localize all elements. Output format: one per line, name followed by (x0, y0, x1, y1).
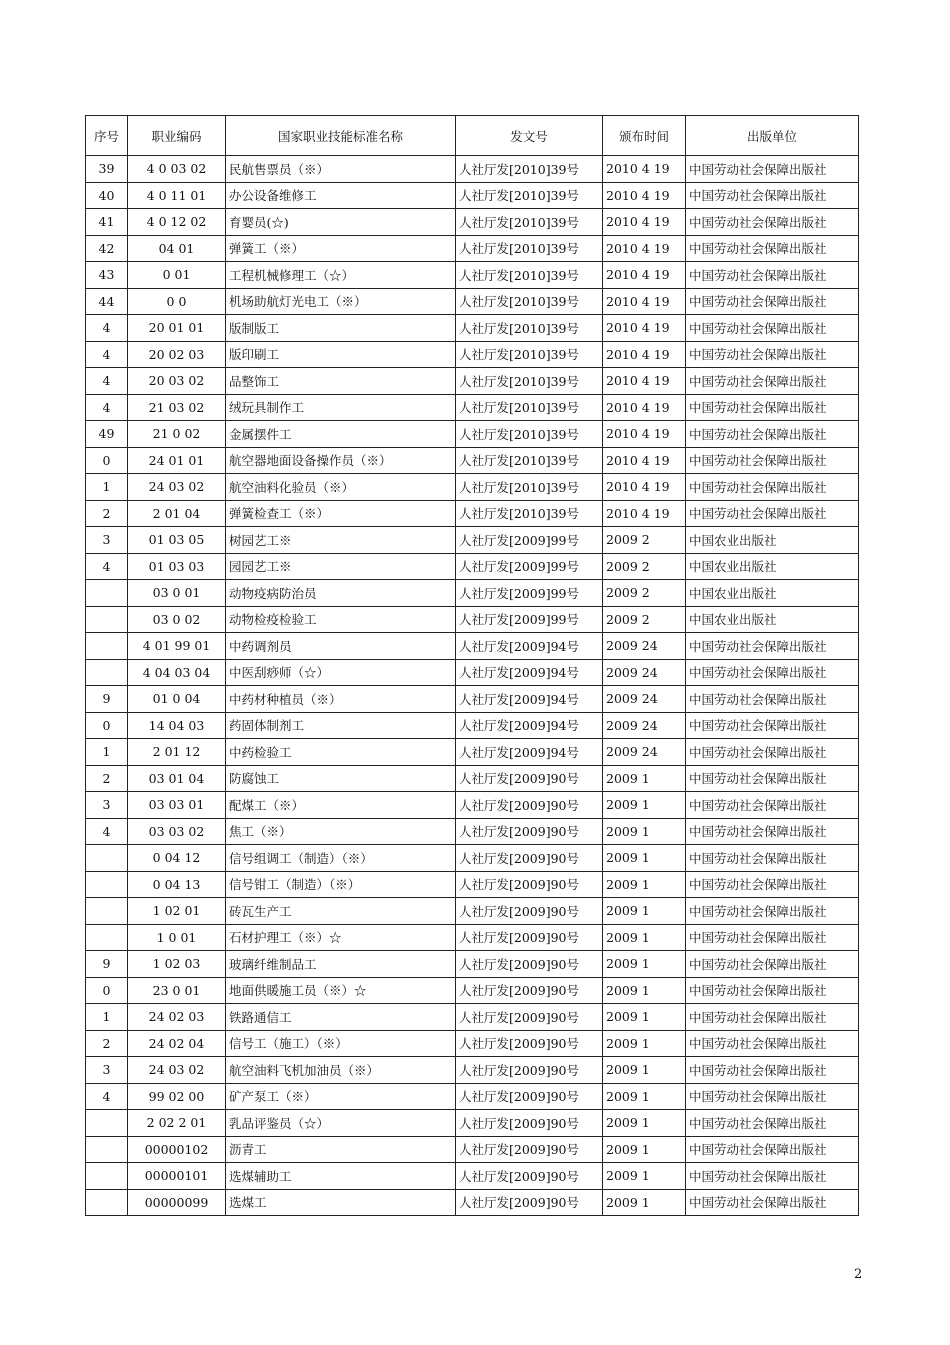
occupation-code-cell: 23 0 01 (128, 977, 226, 1004)
issue-date-cell: 2009 24 (603, 659, 686, 686)
table-row (86, 421, 859, 448)
table-row (86, 1136, 859, 1163)
document-number-cell: 人社厅发[2009]90号 (456, 1030, 603, 1057)
seq-cell (86, 1110, 128, 1137)
occupation-code-cell: 2 02 2 01 (128, 1110, 226, 1137)
table-row (86, 1030, 859, 1057)
publisher-cell: 中国劳动社会保障出版社 (686, 633, 859, 660)
publisher-cell: 中国劳动社会保障出版社 (686, 288, 859, 315)
occupation-code-cell: 24 03 02 (128, 474, 226, 501)
occupation-code-cell: 00000101 (128, 1163, 226, 1190)
occupation-code-cell: 03 03 02 (128, 818, 226, 845)
standard-name-cell: 民航售票员（※） (226, 156, 456, 183)
publisher-cell: 中国劳动社会保障出版社 (686, 659, 859, 686)
table-row (86, 368, 859, 395)
issue-date-cell: 2009 1 (603, 977, 686, 1004)
occupation-code-cell: 2 01 12 (128, 739, 226, 766)
issue-date-cell: 2010 4 19 (603, 500, 686, 527)
document-number-cell: 人社厅发[2009]90号 (456, 1004, 603, 1031)
issue-date-cell: 2009 24 (603, 633, 686, 660)
table-row (86, 156, 859, 183)
header-seq: 序号 (86, 116, 128, 156)
issue-date-cell: 2009 1 (603, 765, 686, 792)
standard-name-cell: 树园艺工※ (226, 527, 456, 554)
seq-cell: 4 (86, 818, 128, 845)
issue-date-cell: 2010 4 19 (603, 209, 686, 236)
seq-cell: 3 (86, 527, 128, 554)
occupation-code-cell: 24 03 02 (128, 1057, 226, 1084)
document-number-cell: 人社厅发[2010]39号 (456, 315, 603, 342)
publisher-cell: 中国劳动社会保障出版社 (686, 951, 859, 978)
issue-date-cell: 2009 1 (603, 951, 686, 978)
occupation-code-cell: 03 03 01 (128, 792, 226, 819)
occupation-code-cell: 0 04 13 (128, 871, 226, 898)
table-row (86, 1163, 859, 1190)
table-row (86, 606, 859, 633)
seq-cell: 2 (86, 1030, 128, 1057)
standards-table (85, 115, 859, 1216)
table-body (86, 156, 859, 1216)
occupation-code-cell: 20 02 03 (128, 341, 226, 368)
document-number-cell: 人社厅发[2010]39号 (456, 394, 603, 421)
standard-name-cell: 地面供暖施工员（※）☆ (226, 977, 456, 1004)
seq-cell: 0 (86, 712, 128, 739)
standard-name-cell: 矿产泵工（※） (226, 1083, 456, 1110)
seq-cell: 3 (86, 792, 128, 819)
table-row (86, 739, 859, 766)
standard-name-cell: 信号钳工（制造）（※） (226, 871, 456, 898)
document-number-cell: 人社厅发[2009]94号 (456, 739, 603, 766)
document-number-cell: 人社厅发[2009]90号 (456, 924, 603, 951)
standard-name-cell: 中医刮痧师（☆） (226, 659, 456, 686)
occupation-code-cell: 14 04 03 (128, 712, 226, 739)
table-row (86, 553, 859, 580)
standard-name-cell: 航空油料飞机加油员（※） (226, 1057, 456, 1084)
table-row (86, 951, 859, 978)
document-number-cell: 人社厅发[2010]39号 (456, 235, 603, 262)
table-row (86, 1004, 859, 1031)
occupation-code-cell: 00000099 (128, 1189, 226, 1216)
seq-cell: 4 (86, 1083, 128, 1110)
issue-date-cell: 2010 4 19 (603, 156, 686, 183)
table-row (86, 1083, 859, 1110)
publisher-cell: 中国劳动社会保障出版社 (686, 898, 859, 925)
issue-date-cell: 2009 2 (603, 553, 686, 580)
publisher-cell: 中国劳动社会保障出版社 (686, 182, 859, 209)
standard-name-cell: 弹簧工（※） (226, 235, 456, 262)
publisher-cell: 中国劳动社会保障出版社 (686, 686, 859, 713)
occupation-code-cell: 4 04 03 04 (128, 659, 226, 686)
table-row (86, 977, 859, 1004)
seq-cell (86, 659, 128, 686)
issue-date-cell: 2009 24 (603, 739, 686, 766)
seq-cell: 1 (86, 739, 128, 766)
occupation-code-cell: 4 0 11 01 (128, 182, 226, 209)
occupation-code-cell: 4 01 99 01 (128, 633, 226, 660)
seq-cell (86, 580, 128, 607)
document-number-cell: 人社厅发[2009]99号 (456, 606, 603, 633)
document-number-cell: 人社厅发[2010]39号 (456, 500, 603, 527)
document-number-cell: 人社厅发[2010]39号 (456, 474, 603, 501)
document-number-cell: 人社厅发[2009]94号 (456, 686, 603, 713)
issue-date-cell: 2009 1 (603, 1004, 686, 1031)
issue-date-cell: 2009 1 (603, 818, 686, 845)
publisher-cell: 中国劳动社会保障出版社 (686, 924, 859, 951)
occupation-code-cell: 24 02 04 (128, 1030, 226, 1057)
seq-cell: 0 (86, 977, 128, 1004)
publisher-cell: 中国劳动社会保障出版社 (686, 792, 859, 819)
standard-name-cell: 玻璃纤维制品工 (226, 951, 456, 978)
occupation-code-cell: 20 01 01 (128, 315, 226, 342)
document-number-cell: 人社厅发[2010]39号 (456, 368, 603, 395)
issue-date-cell: 2009 1 (603, 1163, 686, 1190)
publisher-cell: 中国劳动社会保障出版社 (686, 871, 859, 898)
standard-name-cell: 绒玩具制作工 (226, 394, 456, 421)
document-number-cell: 人社厅发[2009]90号 (456, 1057, 603, 1084)
standard-name-cell: 动物疫病防治员 (226, 580, 456, 607)
page-number: 2 (854, 1267, 863, 1282)
document-number-cell: 人社厅发[2009]90号 (456, 845, 603, 872)
issue-date-cell: 2010 4 19 (603, 394, 686, 421)
publisher-cell: 中国劳动社会保障出版社 (686, 1163, 859, 1190)
seq-cell (86, 1136, 128, 1163)
seq-cell: 0 (86, 447, 128, 474)
document-number-cell: 人社厅发[2010]39号 (456, 288, 603, 315)
document-number-cell: 人社厅发[2009]90号 (456, 1083, 603, 1110)
publisher-cell: 中国劳动社会保障出版社 (686, 209, 859, 236)
seq-cell: 9 (86, 686, 128, 713)
header-publisher: 出版单位 (686, 116, 859, 156)
standard-name-cell: 品整饰工 (226, 368, 456, 395)
table-row (86, 1057, 859, 1084)
seq-cell: 2 (86, 500, 128, 527)
occupation-code-cell: 0 0 (128, 288, 226, 315)
occupation-code-cell: 01 0 04 (128, 686, 226, 713)
standard-name-cell: 石材护理工（※）☆ (226, 924, 456, 951)
standard-name-cell: 育婴员(☆) (226, 209, 456, 236)
issue-date-cell: 2009 24 (603, 686, 686, 713)
occupation-code-cell: 0 04 12 (128, 845, 226, 872)
issue-date-cell: 2009 1 (603, 845, 686, 872)
seq-cell: 4 (86, 341, 128, 368)
publisher-cell: 中国劳动社会保障出版社 (686, 262, 859, 289)
document-number-cell: 人社厅发[2009]90号 (456, 765, 603, 792)
document-number-cell: 人社厅发[2009]90号 (456, 977, 603, 1004)
issue-date-cell: 2010 4 19 (603, 474, 686, 501)
table-row (86, 659, 859, 686)
document-number-cell: 人社厅发[2009]90号 (456, 898, 603, 925)
occupation-code-cell: 4 0 12 02 (128, 209, 226, 236)
standard-name-cell: 中药检验工 (226, 739, 456, 766)
seq-cell: 1 (86, 1004, 128, 1031)
publisher-cell: 中国劳动社会保障出版社 (686, 447, 859, 474)
occupation-code-cell: 04 01 (128, 235, 226, 262)
table-row (86, 580, 859, 607)
issue-date-cell: 2010 4 19 (603, 421, 686, 448)
standard-name-cell: 机场助航灯光电工（※） (226, 288, 456, 315)
publisher-cell: 中国农业出版社 (686, 527, 859, 554)
occupation-code-cell: 20 03 02 (128, 368, 226, 395)
occupation-code-cell: 2 01 04 (128, 500, 226, 527)
publisher-cell: 中国劳动社会保障出版社 (686, 739, 859, 766)
standard-name-cell: 航空油料化验员（※） (226, 474, 456, 501)
occupation-code-cell: 03 0 01 (128, 580, 226, 607)
document-number-cell: 人社厅发[2009]90号 (456, 1163, 603, 1190)
seq-cell: 41 (86, 209, 128, 236)
publisher-cell: 中国劳动社会保障出版社 (686, 368, 859, 395)
occupation-code-cell: 1 02 01 (128, 898, 226, 925)
table-row (86, 235, 859, 262)
issue-date-cell: 2009 1 (603, 924, 686, 951)
table-row (86, 182, 859, 209)
document-number-cell: 人社厅发[2010]39号 (456, 447, 603, 474)
publisher-cell: 中国劳动社会保障出版社 (686, 421, 859, 448)
occupation-code-cell: 4 0 03 02 (128, 156, 226, 183)
document-number-cell: 人社厅发[2010]39号 (456, 209, 603, 236)
seq-cell (86, 871, 128, 898)
publisher-cell: 中国劳动社会保障出版社 (686, 977, 859, 1004)
publisher-cell: 中国劳动社会保障出版社 (686, 394, 859, 421)
table-row (86, 209, 859, 236)
issue-date-cell: 2009 1 (603, 871, 686, 898)
document-number-cell: 人社厅发[2009]99号 (456, 553, 603, 580)
standard-name-cell: 防腐蚀工 (226, 765, 456, 792)
occupation-code-cell: 1 02 03 (128, 951, 226, 978)
standard-name-cell: 弹簧检查工（※） (226, 500, 456, 527)
table-row (86, 818, 859, 845)
occupation-code-cell: 03 0 02 (128, 606, 226, 633)
publisher-cell: 中国劳动社会保障出版社 (686, 341, 859, 368)
issue-date-cell: 2010 4 19 (603, 447, 686, 474)
standard-name-cell: 办公设备维修工 (226, 182, 456, 209)
issue-date-cell: 2009 2 (603, 606, 686, 633)
seq-cell: 4 (86, 315, 128, 342)
seq-cell (86, 898, 128, 925)
table-row (86, 500, 859, 527)
table-row (86, 633, 859, 660)
seq-cell: 4 (86, 394, 128, 421)
publisher-cell: 中国劳动社会保障出版社 (686, 1136, 859, 1163)
standard-name-cell: 版印刷工 (226, 341, 456, 368)
standard-name-cell: 版制版工 (226, 315, 456, 342)
seq-cell: 40 (86, 182, 128, 209)
issue-date-cell: 2010 4 19 (603, 368, 686, 395)
issue-date-cell: 2009 1 (603, 1136, 686, 1163)
document-number-cell: 人社厅发[2009]90号 (456, 792, 603, 819)
seq-cell (86, 606, 128, 633)
publisher-cell: 中国劳动社会保障出版社 (686, 1057, 859, 1084)
header-occupation-code: 职业编码 (128, 116, 226, 156)
seq-cell: 49 (86, 421, 128, 448)
occupation-code-cell: 1 0 01 (128, 924, 226, 951)
standard-name-cell: 中药调剂员 (226, 633, 456, 660)
publisher-cell: 中国劳动社会保障出版社 (686, 845, 859, 872)
table-row (86, 712, 859, 739)
issue-date-cell: 2009 1 (603, 1110, 686, 1137)
standard-name-cell: 铁路通信工 (226, 1004, 456, 1031)
publisher-cell: 中国劳动社会保障出版社 (686, 474, 859, 501)
table-row (86, 527, 859, 554)
occupation-code-cell: 21 03 02 (128, 394, 226, 421)
issue-date-cell: 2010 4 19 (603, 341, 686, 368)
document-number-cell: 人社厅发[2009]94号 (456, 659, 603, 686)
issue-date-cell: 2009 2 (603, 527, 686, 554)
seq-cell (86, 1163, 128, 1190)
issue-date-cell: 2009 1 (603, 792, 686, 819)
issue-date-cell: 2009 24 (603, 712, 686, 739)
issue-date-cell: 2010 4 19 (603, 262, 686, 289)
occupation-code-cell: 00000102 (128, 1136, 226, 1163)
seq-cell: 9 (86, 951, 128, 978)
occupation-code-cell: 21 0 02 (128, 421, 226, 448)
occupation-code-cell: 24 01 01 (128, 447, 226, 474)
issue-date-cell: 2010 4 19 (603, 288, 686, 315)
seq-cell: 2 (86, 765, 128, 792)
table-row (86, 474, 859, 501)
standard-name-cell: 园园艺工※ (226, 553, 456, 580)
issue-date-cell: 2009 1 (603, 1030, 686, 1057)
table-row (86, 898, 859, 925)
occupation-code-cell: 03 01 04 (128, 765, 226, 792)
table-header-row (86, 116, 859, 156)
table-row (86, 871, 859, 898)
table-row (86, 792, 859, 819)
publisher-cell: 中国劳动社会保障出版社 (686, 765, 859, 792)
publisher-cell: 中国劳动社会保障出版社 (686, 1110, 859, 1137)
document-number-cell: 人社厅发[2010]39号 (456, 262, 603, 289)
seq-cell (86, 633, 128, 660)
publisher-cell: 中国劳动社会保障出版社 (686, 156, 859, 183)
document-number-cell: 人社厅发[2010]39号 (456, 182, 603, 209)
issue-date-cell: 2010 4 19 (603, 182, 686, 209)
seq-cell: 43 (86, 262, 128, 289)
document-number-cell: 人社厅发[2010]39号 (456, 341, 603, 368)
seq-cell: 4 (86, 368, 128, 395)
standard-name-cell: 砖瓦生产工 (226, 898, 456, 925)
document-number-cell: 人社厅发[2009]90号 (456, 1189, 603, 1216)
issue-date-cell: 2010 4 19 (603, 315, 686, 342)
standard-name-cell: 动物检疫检验工 (226, 606, 456, 633)
issue-date-cell: 2009 1 (603, 1189, 686, 1216)
document-number-cell: 人社厅发[2009]99号 (456, 580, 603, 607)
issue-date-cell: 2009 1 (603, 898, 686, 925)
publisher-cell: 中国劳动社会保障出版社 (686, 1083, 859, 1110)
standard-name-cell: 配煤工（※） (226, 792, 456, 819)
occupation-code-cell: 99 02 00 (128, 1083, 226, 1110)
standard-name-cell: 选煤工 (226, 1189, 456, 1216)
standard-name-cell: 选煤辅助工 (226, 1163, 456, 1190)
standard-name-cell: 工程机械修理工（☆） (226, 262, 456, 289)
table-row (86, 686, 859, 713)
seq-cell: 3 (86, 1057, 128, 1084)
document-number-cell: 人社厅发[2010]39号 (456, 156, 603, 183)
document-number-cell: 人社厅发[2010]39号 (456, 421, 603, 448)
table-row (86, 288, 859, 315)
table-row (86, 924, 859, 951)
issue-date-cell: 2010 4 19 (603, 235, 686, 262)
standard-name-cell: 航空器地面设备操作员（※） (226, 447, 456, 474)
document-number-cell: 人社厅发[2009]90号 (456, 951, 603, 978)
publisher-cell: 中国劳动社会保障出版社 (686, 1189, 859, 1216)
publisher-cell: 中国劳动社会保障出版社 (686, 500, 859, 527)
table-row (86, 315, 859, 342)
seq-cell: 39 (86, 156, 128, 183)
issue-date-cell: 2009 1 (603, 1083, 686, 1110)
publisher-cell: 中国农业出版社 (686, 580, 859, 607)
document-number-cell: 人社厅发[2009]90号 (456, 1136, 603, 1163)
table-row (86, 1189, 859, 1216)
publisher-cell: 中国劳动社会保障出版社 (686, 712, 859, 739)
table-row (86, 845, 859, 872)
table-row (86, 262, 859, 289)
header-issue-date: 颁布时间 (603, 116, 686, 156)
header-standard-name: 国家职业技能标准名称 (226, 116, 456, 156)
standard-name-cell: 信号组调工（制造）（※） (226, 845, 456, 872)
table-row (86, 765, 859, 792)
seq-cell (86, 845, 128, 872)
standard-name-cell: 沥青工 (226, 1136, 456, 1163)
table-row (86, 447, 859, 474)
standard-name-cell: 焦工（※） (226, 818, 456, 845)
document-number-cell: 人社厅发[2009]94号 (456, 633, 603, 660)
table-row (86, 394, 859, 421)
table-row (86, 1110, 859, 1137)
seq-cell (86, 924, 128, 951)
document-number-cell: 人社厅发[2009]99号 (456, 527, 603, 554)
standard-name-cell: 金属摆件工 (226, 421, 456, 448)
seq-cell: 42 (86, 235, 128, 262)
table-row (86, 341, 859, 368)
publisher-cell: 中国劳动社会保障出版社 (686, 315, 859, 342)
standard-name-cell: 药固体制剂工 (226, 712, 456, 739)
seq-cell: 1 (86, 474, 128, 501)
publisher-cell: 中国劳动社会保障出版社 (686, 235, 859, 262)
document-number-cell: 人社厅发[2009]94号 (456, 712, 603, 739)
occupation-code-cell: 0 01 (128, 262, 226, 289)
document-number-cell: 人社厅发[2009]90号 (456, 1110, 603, 1137)
document-number-cell: 人社厅发[2009]90号 (456, 871, 603, 898)
header-document-number: 发文号 (456, 116, 603, 156)
publisher-cell: 中国劳动社会保障出版社 (686, 1004, 859, 1031)
standard-name-cell: 中药材种植员（※） (226, 686, 456, 713)
standard-name-cell: 信号工（施工）（※） (226, 1030, 456, 1057)
seq-cell: 44 (86, 288, 128, 315)
occupation-code-cell: 01 03 05 (128, 527, 226, 554)
issue-date-cell: 2009 1 (603, 1057, 686, 1084)
publisher-cell: 中国劳动社会保障出版社 (686, 1030, 859, 1057)
document-number-cell: 人社厅发[2009]90号 (456, 818, 603, 845)
standard-name-cell: 乳品评鉴员（☆） (226, 1110, 456, 1137)
occupation-code-cell: 01 03 03 (128, 553, 226, 580)
publisher-cell: 中国农业出版社 (686, 553, 859, 580)
occupation-code-cell: 24 02 03 (128, 1004, 226, 1031)
seq-cell (86, 1189, 128, 1216)
publisher-cell: 中国劳动社会保障出版社 (686, 818, 859, 845)
seq-cell: 4 (86, 553, 128, 580)
issue-date-cell: 2009 2 (603, 580, 686, 607)
publisher-cell: 中国农业出版社 (686, 606, 859, 633)
